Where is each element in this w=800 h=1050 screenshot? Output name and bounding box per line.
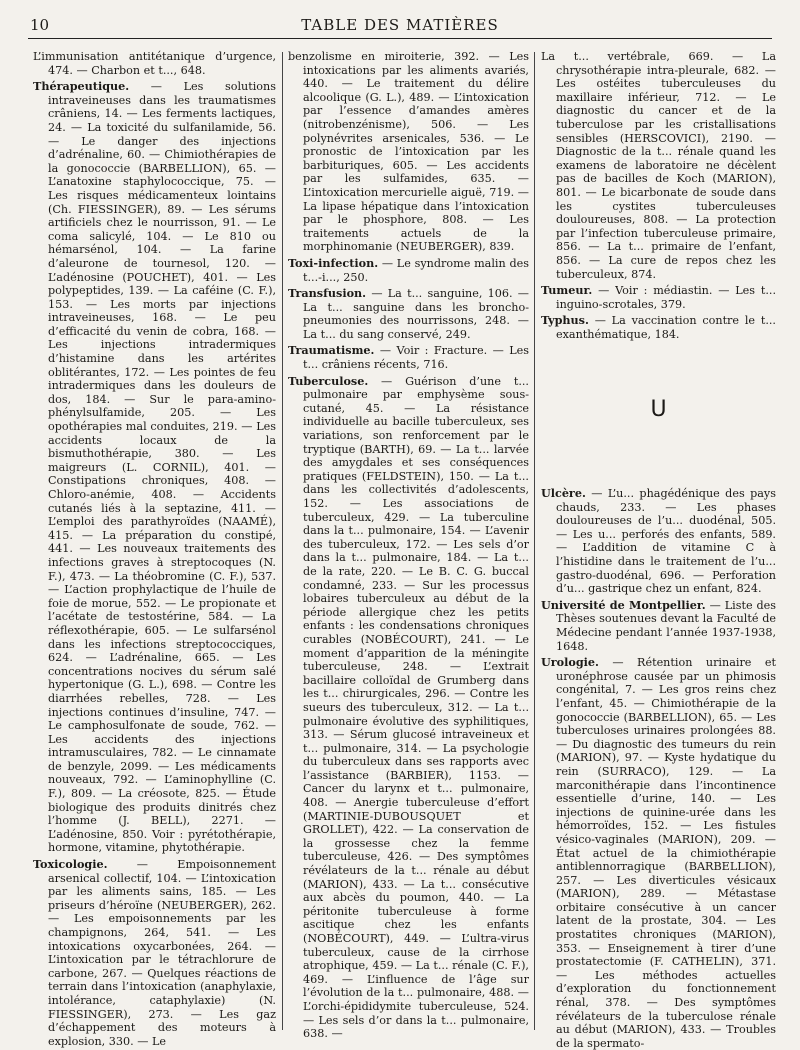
index-entry: [541, 656, 776, 1050]
index-entry: [541, 487, 776, 596]
index-references: — Guérison d’une t... pulmonaire par emphysème sous-cutané, 45. — La résistance individuelle au bacille tuberculeux, ses variations, son renforcement par le tryptique (BARTH), 69. — La t... larvée des amygdales et ses conséquences pratiques (FELDSTEIN), 150. — La t... dans les collectivités d’adolescents, 152. — Les associations de tuberculeux, 429. — La tuberculine dans la t... pulmonaire, 154. — L’avenir des tuberculeux, 172. — Les sels d’or dans la t... pulmonaire, 184. — La t... de la rate, 220. — Le B. C. G. buccal condamné, 233. — Sur les processus lobaires tuberculeux au début de la période allergique chez les petits enfants : les condensations chroniques curables (NOBÉCOURT), 241. — Le moment d’apparition de la méningite tuberculeuse, 248. — L’extrait bacillaire colloïdal de Grumberg dans les t... chirurgicales, 296. — Contre les sueurs des tuberculeux, 312. — La t... pulmonaire évolutive des syphilitiques, 313. — Sérum glucosé intraveineux et t... pulmonaire, 314. — La psychologie du tuberculeux dans ses rapports avec l’assistance (BARBIER), 1153. — Cancer du larynx et t... pulmonaire, 408. — Anergie tuberculeuse d’effort (MARTINIE-DUBOUSQUET et GROLLET), 422. — La conservation de la grossesse chez la femme tuberculeuse, 426. — Des symptômes révélateurs de la t... rénale au début (MARION), 433. — La t... consécutive aux abcès du poumon, 440. — La péritonite tuberculeuse à forme ascitique chez les enfants (NOBÉCOURT), 449. — L’ultra-virus tuberculeux, cause de la cirrhose atrophique, 459. — La t... rénale (C. F.), 469. — L’influence de l’âge sur l’évolution de la t... pulmonaire, 488. — L’orchi-épididymite tuberculeuse, 524. — Les sels d’or dans la t... pulmonaire, 638. —: [303, 374, 529, 1041]
index-term: Urologie.: [541, 655, 599, 670]
index-entry: [33, 80, 276, 855]
index-term: Thérapeutique.: [33, 79, 130, 94]
index-term: Tumeur.: [541, 283, 593, 298]
column-divider: [282, 52, 283, 1030]
index-column-1: [33, 50, 276, 1048]
index-references: — Voir : Fracture. — Les t... crâniens récents, 716.: [303, 344, 529, 372]
index-entry: [288, 375, 529, 1041]
index-entry: [288, 287, 529, 341]
index-references: — Voir : médiastin. — Les t... inguino-scrotales, 379.: [556, 284, 776, 311]
section-letter: U: [650, 397, 667, 423]
index-entry: [541, 284, 776, 311]
index-entry: [288, 344, 529, 371]
index-term: Toxi-infection.: [288, 255, 379, 270]
index-references: — Le syndrome malin des t...-i..., 250.: [303, 256, 529, 284]
index-entry: [33, 858, 276, 1048]
page-header: [28, 14, 772, 38]
index-term: Transfusion.: [288, 286, 367, 301]
index-entry: [541, 599, 776, 653]
index-references: — Liste des Thèses soutenues devant la Faculté de Médecine pendant l’année 1937-1938, 1648.: [556, 598, 777, 653]
index-entry: [33, 50, 276, 77]
page-title: TABLE DES MATIÈRES: [301, 16, 499, 34]
index-references: — La t... sanguine, 106. — La t... sanguine dans les broncho-pneumonies des nourrissons, 248. — La t... du sang conservé, 249.: [303, 287, 529, 341]
index-column-3: [541, 50, 777, 1050]
index-references: benzolisme en miroiterie, 392. — Les intoxications par les aliments avariés, 440. — Le traitement du délire alcoolique (G. L.), 489. — L’intoxication par l’essence d’amandes amères (nitrobenzénisme), 506. — Les polynévrites arsenicales, 536. — Le pronostic de l’intoxication par les barbituriques, 605. — Les accidents par les sulfamides, 635. — L’intoxication mercurielle aiguë, 719. — La lipase hépatique dans l’intoxication par le phosphore, 808. — Les traitements actuels de la morphinomanie (NEUBERGER), 839.: [288, 50, 529, 254]
column-divider: [534, 52, 535, 1030]
index-term: Typhus.: [541, 313, 589, 328]
index-entry: [541, 314, 776, 341]
index-references: La t... vertébrale, 669. — La chrysothérapie intra-pleurale, 682. — Les ostéites tuberculeuses du maxillaire inférieur, 712. — Le diagnostic du cancer et de la tuberculose par les cristallisations sensibles (HERSCOVICI), 2190. — Diagnostic de la t... rénale quand les examens de laboratoire ne décèlent pas de bacilles de Koch (MARION), 801. — Le bicarbonate de soude dans les cystites tuberculeuses douloureuses, 808. — La protection par l’infection tuberculeuse primaire, 856. — La t... primaire de l’enfant, 856. — La cure de repos chez les tuberculeux, 874.: [541, 50, 776, 281]
index-term: Traumatisme.: [288, 343, 375, 358]
index-term: Université de Montpellier.: [541, 597, 706, 612]
index-entry: [288, 257, 529, 284]
index-references: — Empoisonnement arsenical collectif, 104. — L’intoxication par les aliments sains, 185. — Les priseurs d’héroïne (NEUBERGER), 262. — Les empoisonnements par les champignons, 264, 541. — Les intoxications oxycarbonées, 264. — L’intoxication par le tétrachlorure de carbone, 267. — Quelques réactions de terrain dans l’intoxication (anaphylaxie, intolérance, cataphylaxie) (N. FIESSINGER), 273. — Les gaz d’échappement des moteurs à explosion, 330. — Le: [48, 858, 276, 1048]
index-references: — Les solutions intraveineuses dans les traumatismes crâniens, 14. — Les ferments lactiques, 24. — La toxicité du sulfanilamide, 56. — Le danger des injections d’adrénaline, 60. — Chimiothérapies de la gonococcie (BARBELLION), 65. — L’anatoxine staphylococcique, 75. — Les risques médicamenteux lointains (Ch. FIESSINGER), 89. — Les sérums artificiels chez le nourrisson, 91. — Le coma salicylé, 104. — Le 810 ou hémarsénol, 104. — La farine d’aleurone de tournesol, 120. — L’adénosine (POUCHET), 401. — Les polypeptides, 139. — La caféine (C. F.), 153. — Les morts par injections intraveineuses, 168. — Le peu d’efficacité du venin de cobra, 168. — Les injections intradermiques d’histamine dans les artérites oblitérantes, 172. — Les pointes de feu intradermiques dans les douleurs de dos, 184. — Sur le para-amino-phénylsulfamide, 205. — Les opothérapies mal conduites, 219. — Les accidents locaux de la bismuthothérapie, 380. — Les maigreurs (L. CORNIL), 401. — Constipations chroniques, 408. — Chloro-anémie, 408. — Accidents cutanés liés à la septazine, 411. — L’emploi des parathyroïdes (NAAMÉ), 415. — La préparation du constipé, 441. — Les nouveaux traitements des infections graves à streptocoques (N. F.), 473. — La théobromine (C. F.), 537. — L’action prophylactique de l’huile de foie de morue, 552. — Le propionate et l’acétate de testostérine, 584. — La réflexothérapie, 605. — Le sulfarsénol dans les infections streptococciques, 624. — L’adrénaline, 665. — Les concentrations nocives du sérum salé hypertonique (G. L.), 698. — Contre les diarrhées rebelles, 728. — Les injections continues d’insuline, 747. — Le camphosulfonate de soude, 762. — Les accidents des injections intramusculaires, 782. — Le cinnamate de benzyle, 2099. — Les médicaments nouveaux, 792. — L’aminophylline (C. F.), 809. — La créosote, 825. — Étude biologique des produits dinitrés chez l’homme (J. BELL), 2271. — L’adénosine, 850. Voir : pyrétothérapie, hormone, vitamine, phytothérapie.: [48, 80, 276, 855]
index-term: Toxicologie.: [33, 857, 108, 872]
index-term: Ulcère.: [541, 486, 586, 501]
index-references: — La vaccination contre le t... exanthématique, 184.: [556, 314, 776, 341]
index-references: — L’u... phagédénique des pays chauds, 233. — Les phases douloureuses de l’u... duodénal, 505. — Les u... perforés des enfants, 589. — L’addition de vitamine C à l’histidine dans le traitement de l’u... gastro-duodénal, 696. — Perforation d’u... gastrique chez un enfant, 824.: [556, 487, 776, 596]
page-number: 10: [30, 16, 50, 34]
index-references: — Rétention urinaire et uronéphrose causée par un phimosis congénital, 7. — Les gros reins chez l’enfant, 45. — Chimiothérapie de la gonococcie (BARBELLION), 65. — Les tuberculoses urinaires prolongées 88. — Du diagnostic des tumeurs du rein (MARION), 97. — Kyste hydatique du rein (SURRACO), 129. — La marconithérapie dans l’incontinence essentielle d’urine, 140. — Les injections de quinine-urée dans les hémorroïdes, 152. — Les fistules vésico-vaginales (MARION), 209. — État actuel de la chimiothérapie antiblennorragique (BARBELLION), 257. — Les diverticules vésicaux (MARION), 289. — Métastase orbitaire consécutive à un cancer latent de la prostate, 304. — Les prostatites chroniques (MARION), 353. — Enseignement à tirer d’une prostatectomie (F. CATHELIN), 371. — Les méthodes actuelles d’exploration du fonctionnement rénal, 378. — Des symptômes révélateurs de la tuberculose rénale au début (MARION), 433. — Troubles de la spermato-: [556, 656, 776, 1050]
index-entry: [541, 50, 776, 281]
header-rule: [28, 38, 772, 39]
index-term: Tuberculose.: [288, 373, 369, 388]
index-references: L’immunisation antitétanique d’urgence, 474. — Charbon et t..., 648.: [33, 50, 276, 77]
index-column-2: [288, 50, 529, 1041]
index-entry: [288, 50, 529, 254]
